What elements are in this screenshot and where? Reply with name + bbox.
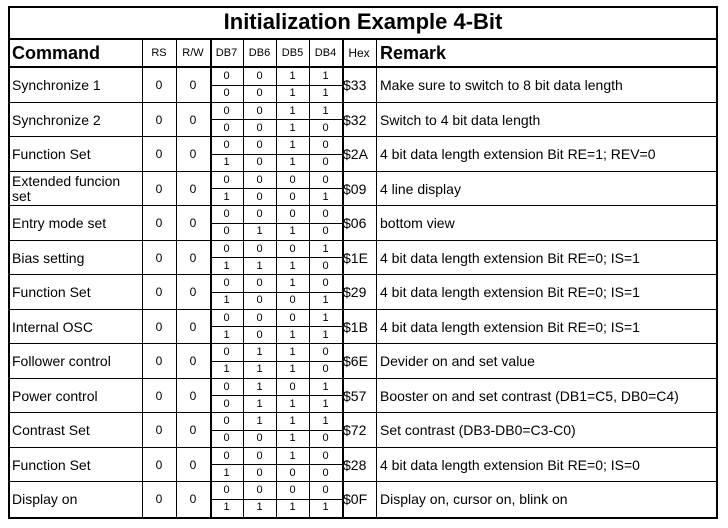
hex-cell: $2A [343,146,368,163]
bit-cell: 1 [322,501,329,514]
bit-cell: 0 [256,432,263,445]
rw-cell: 0 [189,319,197,334]
header-rw: R/W [182,47,204,59]
rs-cell: 0 [155,319,163,334]
table-title: Initialization Example 4-Bit [223,9,503,34]
bit-cell: 1 [289,363,296,376]
bit-cell: 0 [223,277,230,289]
bit-cell: 1 [322,190,329,203]
header-command: Command [12,42,101,63]
bit-cell: 1 [322,328,329,341]
remark-cell: Booster on and set contrast (DB1=C5, DB0=C4) [380,387,679,404]
bit-cell: 0 [256,173,263,186]
bit-cell: 1 [256,225,263,238]
rs-cell: 0 [155,457,163,472]
bit-cell: 0 [256,242,263,255]
bit-cell: 1 [223,501,230,514]
remark-cell: 4 bit data length extension Bit RE=0; IS=0 [380,456,640,473]
bit-cell: 1 [289,104,296,117]
remark-cell: bottom view [380,215,455,232]
bit-cell: 0 [223,397,230,410]
rs-cell: 0 [155,285,163,299]
remark-cell: Devider on and set value [380,353,535,370]
remark-cell: Make sure to switch to 8 bit data length [380,77,623,94]
bit-cell: 0 [256,190,263,203]
rs-cell: 0 [155,181,163,196]
bit-cell: 0 [256,328,263,341]
bit-cell: 0 [256,104,263,117]
bit-cell: 0 [256,87,263,100]
bit-cell: 1 [322,397,329,410]
bit-cell: 1 [289,121,296,134]
command-cell: Contrast Set [12,422,90,439]
bit-cell: 0 [322,346,329,358]
bit-cell: 0 [256,449,263,462]
bit-cell: 0 [223,380,230,393]
bit-cell: 1 [256,363,263,376]
bit-cell: 1 [289,432,296,445]
bit-cell: 0 [322,173,329,186]
hex-cell: $29 [343,284,367,301]
rw-cell: 0 [189,78,197,92]
bit-cell: 1 [223,363,230,376]
bit-cell: 1 [322,70,329,82]
bit-cell: 1 [256,415,263,427]
bit-cell: 0 [223,415,230,427]
hex-cell: $72 [343,422,367,439]
bit-cell: 0 [289,484,296,496]
bit-cell: 1 [289,225,296,238]
bit-cell: 0 [322,156,329,169]
bit-cell: 0 [256,311,263,324]
hex-cell: $32 [343,111,367,128]
bit-cell: 1 [223,466,230,479]
hex-cell: $06 [343,215,367,232]
rw-cell: 0 [189,112,197,127]
bit-cell: 0 [289,380,296,393]
rw-cell: 0 [189,250,197,265]
bit-cell: 0 [223,484,230,496]
bit-cell: 1 [289,449,296,462]
bit-cell: 0 [289,311,296,324]
command-cell: Bias setting [12,249,85,266]
command-cell: Function Set [12,146,91,163]
bit-cell: 0 [322,432,329,445]
bit-cell: 1 [289,346,296,358]
bit-cell: 0 [322,277,329,289]
remark-cell: 4 bit data length extension Bit RE=0; IS=1 [380,284,640,301]
rw-cell: 0 [189,388,197,403]
remark-cell: Display on, cursor on, blink on [380,491,568,508]
bit-cell: 0 [256,466,263,479]
command-cell: Internal OSC [12,318,93,335]
rs-cell: 0 [155,112,163,127]
bit-cell: 0 [223,208,230,220]
rs-cell: 0 [155,250,163,265]
bit-cell: 0 [322,225,329,238]
header-remark: Remark [380,42,447,63]
bit-cell: 1 [322,87,329,100]
hex-cell: $33 [343,77,367,94]
remark-cell: 4 bit data length extension Bit RE=0; IS=1 [380,249,640,266]
rs-cell: 0 [155,216,163,230]
bit-cell: 0 [223,104,230,117]
command-cell: Function Set [12,456,91,473]
header-db4: DB4 [314,47,337,59]
bit-cell: 0 [223,449,230,462]
bit-cell: 1 [223,328,230,341]
bit-cell: 0 [289,294,296,307]
bit-cell: 1 [223,259,230,272]
bit-cell: 0 [256,156,263,169]
bit-cell: 1 [289,259,296,272]
bit-cell: 0 [223,242,230,255]
hex-cell: $6E [343,353,368,370]
bit-cell: 0 [256,208,263,220]
bit-cell: 0 [223,173,230,186]
bit-cell: 0 [223,311,230,324]
rs-cell: 0 [155,423,163,437]
rw-cell: 0 [189,147,197,161]
bit-cell: 1 [289,87,296,100]
bit-cell: 1 [256,380,263,393]
hex-cell: $09 [343,180,367,197]
hex-cell: $1B [343,318,368,335]
bit-cell: 0 [223,70,230,82]
bit-cell: 1 [256,346,263,358]
bit-cell: 0 [223,225,230,238]
bit-cell: 1 [322,415,329,427]
bit-cell: 0 [322,121,329,134]
bit-cell: 0 [256,70,263,82]
rw-cell: 0 [189,423,197,437]
hex-cell: $57 [343,387,367,404]
bit-cell: 0 [322,259,329,272]
command-cell: Function Set [12,284,91,301]
bit-cell: 0 [223,139,230,151]
header-rs: RS [151,47,167,59]
bit-cell: 0 [223,121,230,134]
command-cell: Entry mode set [12,215,107,232]
bit-cell: 1 [289,277,296,289]
remark-cell: 4 bit data length extension Bit RE=1; REV=0 [380,146,656,163]
rs-cell: 0 [155,78,163,92]
header-db5: DB5 [281,47,304,59]
bit-cell: 0 [223,346,230,358]
bit-cell: 0 [256,139,263,151]
bit-cell: 1 [223,294,230,307]
bit-cell: 1 [223,190,230,203]
bit-cell: 0 [289,208,296,220]
bit-cell: 1 [289,156,296,169]
bit-cell: 1 [322,104,329,117]
command-cell: Synchronize 1 [12,77,101,94]
bit-cell: 1 [322,311,329,324]
header-db7: DB7 [215,47,238,59]
bit-cell: 1 [289,328,296,341]
rw-cell: 0 [189,216,197,230]
bit-cell: 0 [289,242,296,255]
remark-cell: Switch to 4 bit data length [380,111,541,128]
bit-cell: 0 [256,484,263,496]
bit-cell: 1 [289,397,296,410]
bit-cell: 1 [322,242,329,255]
command-cell: Synchronize 2 [12,111,101,128]
bit-cell: 1 [289,139,296,151]
bit-cell: 1 [256,397,263,410]
bit-cell: 0 [322,363,329,376]
rs-cell: 0 [155,492,163,506]
remark-cell: 4 line display [380,180,461,197]
bit-cell: 1 [289,70,296,82]
header-db6: DB6 [248,47,271,59]
bit-cell: 0 [289,466,296,479]
rw-cell: 0 [189,285,197,299]
bit-cell: 0 [322,208,329,220]
bit-cell: 1 [223,156,230,169]
rw-cell: 0 [189,457,197,472]
command-cell: Display on [12,491,78,508]
rs-cell: 0 [155,147,163,161]
hex-cell: $1E [343,249,368,266]
rw-cell: 0 [189,181,197,196]
header-hex: Hex [348,46,370,60]
bit-cell: 1 [289,501,296,514]
bit-cell: 0 [322,139,329,151]
rs-cell: 0 [155,354,163,368]
bit-cell: 0 [289,190,296,203]
command-cell: Follower control [12,353,111,370]
bit-cell: 1 [289,415,296,427]
remark-cell: 4 bit data length extension Bit RE=0; IS=1 [380,318,640,335]
bit-cell: 1 [322,294,329,307]
command-cell: Power control [12,387,98,404]
hex-cell: $0F [343,491,368,508]
rs-cell: 0 [155,388,163,403]
hex-cell: $28 [343,456,367,473]
bit-cell: 0 [322,466,329,479]
remark-cell: Set contrast (DB3-DB0=C3-C0) [380,422,576,439]
rw-cell: 0 [189,492,197,506]
bit-cell: 1 [256,501,263,514]
bit-cell: 0 [322,484,329,496]
bit-cell: 0 [223,432,230,445]
bit-cell: 0 [322,449,329,462]
bit-cell: 0 [256,121,263,134]
bit-cell: 1 [322,380,329,393]
bit-cell: 0 [289,173,296,186]
command-cell: Extended funcion set [12,172,121,204]
bit-cell: 0 [256,277,263,289]
bit-cell: 0 [223,87,230,100]
bit-cell: 1 [256,259,263,272]
bit-cell: 0 [256,294,263,307]
rw-cell: 0 [189,354,197,368]
